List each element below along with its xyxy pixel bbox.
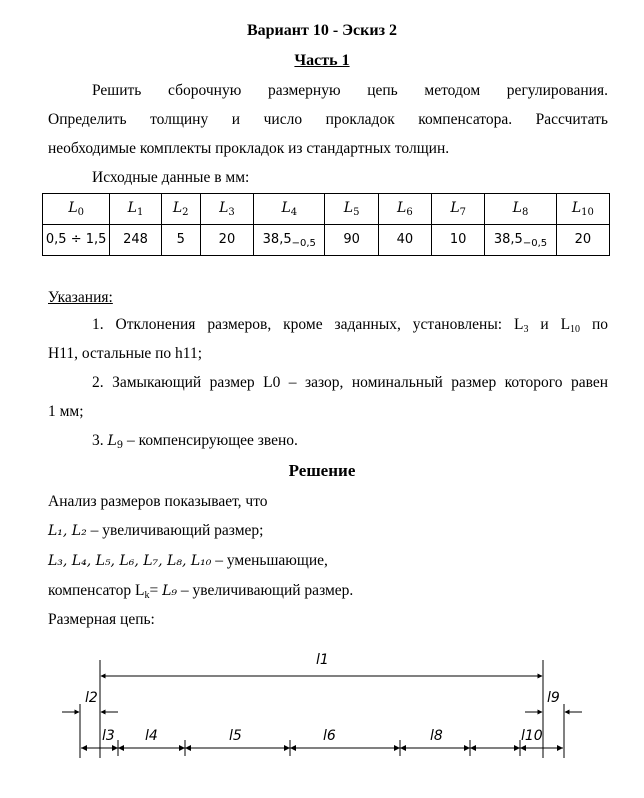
part-heading: Часть 1: [294, 52, 350, 69]
solution-heading: Решение: [288, 461, 356, 480]
task-line-3: необходимые комплекты прокладок из стандартных толщин.: [48, 140, 450, 157]
table-value-cell: 90: [325, 225, 378, 256]
solution-line-1: Анализ размеров показывает, что: [48, 493, 268, 510]
input-data-caption: Исходные данные в мм:: [92, 169, 250, 186]
table-header-cell: $L_4$: [254, 194, 325, 225]
table-value-cell: $38,5_{-0,5}$: [254, 225, 325, 256]
dimension-chain-diagram: [0, 640, 644, 798]
table-header-cell: $L_{10}$: [556, 194, 609, 225]
instruction-1-line-2: H11, остальные по h11;: [48, 345, 203, 362]
table-value-cell: 10: [432, 225, 485, 256]
table-header-cell: $L_2$: [161, 194, 200, 225]
instruction-3: 3. $L_9$ – компенсирующее звено.: [92, 432, 298, 451]
table-value-cell: 248: [110, 225, 161, 256]
task-line-2: Определить толщину и число прокладок компенсатора. Рассчитать: [48, 111, 608, 128]
label-l9: l9: [547, 690, 560, 706]
table-header-row: [43, 194, 610, 225]
table-header-cell: $L_3$: [200, 194, 253, 225]
document-title: Вариант 10 - Эскиз 2: [246, 22, 397, 39]
instruction-2-line-2: 1 мм;: [48, 403, 84, 420]
table-header-cell: $L_1$: [110, 194, 161, 225]
label-l10: l10: [521, 728, 543, 744]
label-l6: l6: [323, 728, 336, 744]
solution-line-5: Размерная цепь:: [48, 611, 155, 628]
table-header-cell: $L_6$: [378, 194, 431, 225]
table-header-cell: $L_8$: [485, 194, 556, 225]
instruction-2-line-1: 2. Замыкающий размер L0 – зазор, номинальный размер которого равен: [92, 374, 608, 391]
instruction-1-line-1: 1. Отклонения размеров, кроме заданных, установлены: $L_3$ и $L_{10}$ по: [92, 316, 609, 335]
label-l5: l5: [229, 728, 242, 744]
table-value-cell: 5: [161, 225, 200, 256]
table-header-cell: $L_0$: [43, 194, 110, 225]
table-header-cell: $L_7$: [432, 194, 485, 225]
table-header-cell: $L_5$: [325, 194, 378, 225]
solution-line-2: L₁, L₂ – увеличивающий размер;: [48, 522, 264, 539]
label-l4: l4: [145, 728, 158, 744]
label-l3: l3: [102, 728, 115, 744]
input-data-table: [42, 193, 610, 256]
solution-line-3: L₃, L₄, L₅, L₆, L₇, L₈, L₁₀ – уменьшающие,: [48, 552, 328, 569]
solution-line-4: компенсатор $L_k= L_9$ – увеличивающий размер.: [48, 582, 354, 601]
task-line-1: Решить сборочную размерную цепь методом регулирования.: [92, 82, 608, 99]
table-value-cell: 20: [200, 225, 253, 256]
table-value-row: [43, 225, 610, 256]
table-value-cell: 20: [556, 225, 609, 256]
label-l8: l8: [430, 728, 443, 744]
table-value-cell: 0,5 ÷ 1,5: [43, 225, 110, 256]
label-l1: l1: [316, 652, 329, 668]
table-value-cell: $38,5_{-0,5}$: [485, 225, 556, 256]
instructions-heading: Указания:: [48, 289, 113, 306]
table-value-cell: 40: [378, 225, 431, 256]
label-l2: l2: [85, 690, 98, 706]
